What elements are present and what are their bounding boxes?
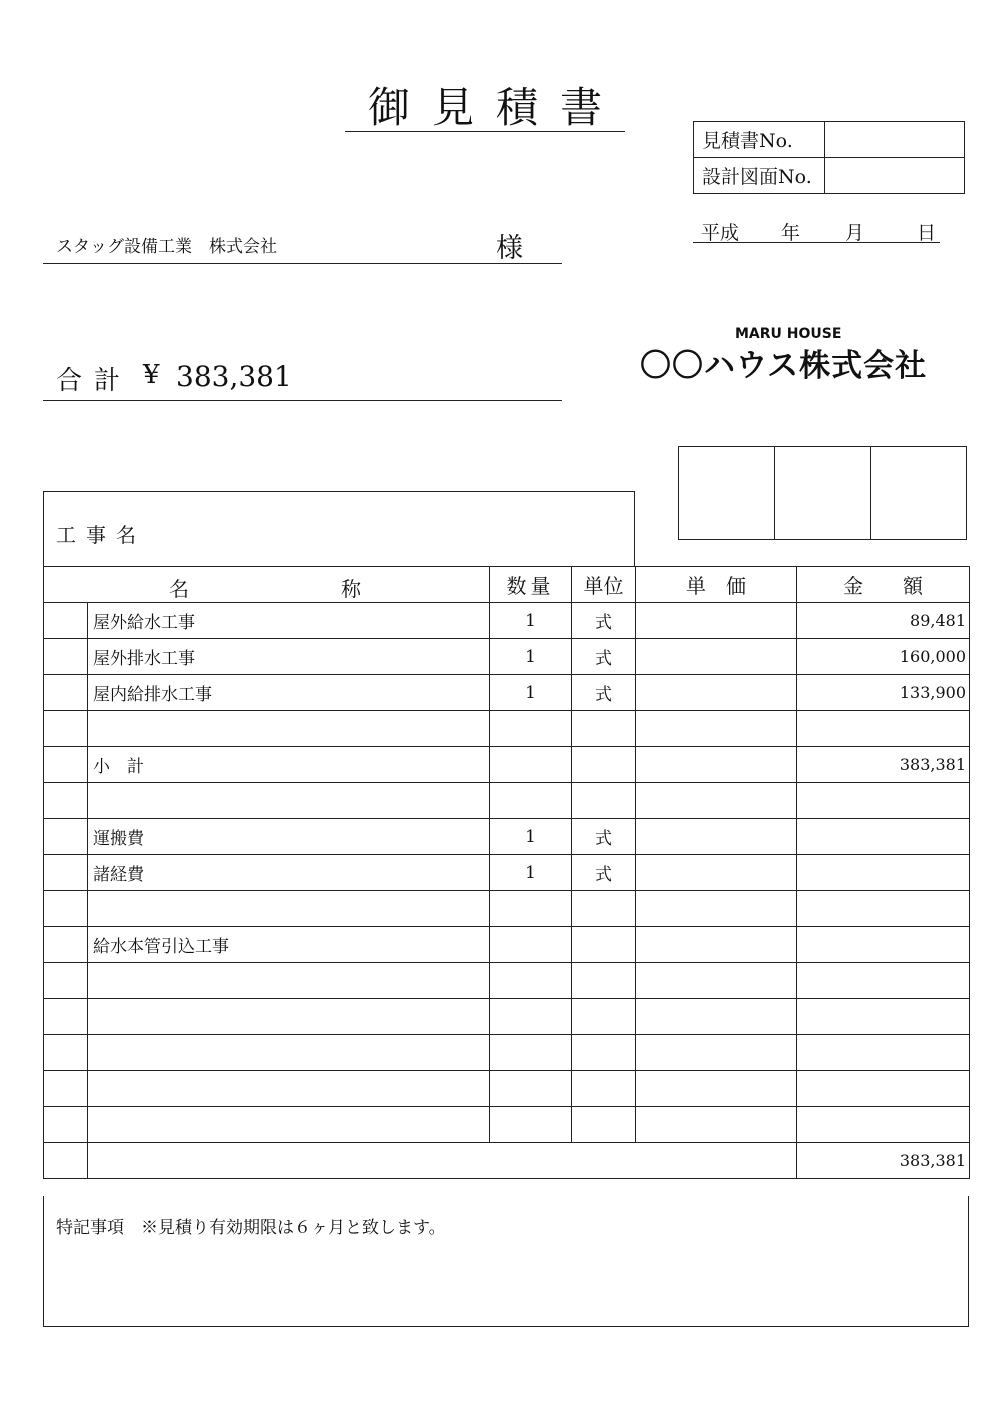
item-rows xyxy=(44,603,970,1143)
item-amount-cell[interactable] xyxy=(797,999,970,1035)
item-quantity-cell[interactable]: 1 xyxy=(490,855,572,891)
table-row xyxy=(44,783,970,819)
stamp-box[interactable] xyxy=(775,447,871,540)
item-name-cell[interactable]: 給水本管引込工事 xyxy=(88,927,490,963)
item-quantity-cell[interactable] xyxy=(490,963,572,999)
item-unit-cell[interactable] xyxy=(572,963,636,999)
table-row xyxy=(44,675,970,711)
item-unit-cell[interactable] xyxy=(572,927,636,963)
item-quantity-cell[interactable] xyxy=(490,927,572,963)
table-row xyxy=(44,1107,970,1143)
item-unit-cell[interactable]: 式 xyxy=(572,675,636,711)
item-unit-cell[interactable] xyxy=(572,1107,636,1143)
item-amount-cell[interactable]: 160,000 xyxy=(797,639,970,675)
row-marker-cell xyxy=(44,1143,88,1179)
header-name-left: 名 xyxy=(169,577,189,601)
item-unit-cell[interactable]: 式 xyxy=(572,639,636,675)
stamp-box[interactable] xyxy=(871,447,967,540)
title-underline xyxy=(345,131,625,132)
total-amount: 383,381 xyxy=(176,360,292,393)
project-name-label: 工事名 xyxy=(56,523,146,547)
header-name xyxy=(44,567,490,603)
item-amount-cell[interactable] xyxy=(797,783,970,819)
row-marker-cell xyxy=(44,711,88,747)
total-label: 合計 xyxy=(56,366,133,396)
date-month: 月 xyxy=(845,222,865,244)
item-unit-price-cell[interactable] xyxy=(636,675,797,711)
date-day: 日 xyxy=(917,222,937,244)
item-unit-price-cell[interactable] xyxy=(636,999,797,1035)
item-quantity-cell[interactable] xyxy=(490,1107,572,1143)
item-name-cell[interactable] xyxy=(88,1071,490,1107)
document-meta-table xyxy=(693,121,965,194)
table-row xyxy=(44,999,970,1035)
row-marker-cell xyxy=(44,999,88,1035)
item-quantity-cell[interactable] xyxy=(490,783,572,819)
drawing-number-field[interactable] xyxy=(825,158,965,194)
item-quantity-cell[interactable] xyxy=(490,747,572,783)
table-row xyxy=(44,891,970,927)
item-unit-cell[interactable] xyxy=(572,891,636,927)
row-marker-cell xyxy=(44,927,88,963)
item-unit-price-cell[interactable] xyxy=(636,747,797,783)
item-name-cell[interactable] xyxy=(88,963,490,999)
item-quantity-cell[interactable] xyxy=(490,711,572,747)
item-quantity-cell[interactable]: 1 xyxy=(490,675,572,711)
drawing-number-label: 設計図面No. xyxy=(694,158,825,194)
item-amount-cell[interactable]: 383,381 xyxy=(797,747,970,783)
item-quantity-cell[interactable] xyxy=(490,891,572,927)
item-amount-cell[interactable] xyxy=(797,855,970,891)
header-name-right: 称 xyxy=(341,577,361,601)
item-quantity-cell[interactable] xyxy=(490,1071,572,1107)
item-amount-cell[interactable]: 133,900 xyxy=(797,675,970,711)
item-name-cell[interactable] xyxy=(88,1035,490,1071)
item-amount-cell[interactable] xyxy=(797,1035,970,1071)
item-name-cell[interactable]: 運搬費 xyxy=(88,819,490,855)
item-amount-cell[interactable] xyxy=(797,891,970,927)
item-quantity-cell[interactable] xyxy=(490,999,572,1035)
item-name-cell[interactable] xyxy=(88,1107,490,1143)
date-field[interactable] xyxy=(693,216,940,243)
row-marker-cell xyxy=(44,891,88,927)
item-name-cell[interactable] xyxy=(88,711,490,747)
table-row xyxy=(44,711,970,747)
item-name-cell[interactable] xyxy=(88,783,490,819)
item-amount-cell[interactable] xyxy=(797,819,970,855)
item-unit-cell[interactable] xyxy=(572,711,636,747)
item-unit-price-cell[interactable] xyxy=(636,927,797,963)
grand-total-row xyxy=(44,1143,970,1179)
table-header-row xyxy=(44,567,970,603)
table-row xyxy=(44,603,970,639)
row-marker-cell xyxy=(44,675,88,711)
header-unit: 単位 xyxy=(572,567,636,603)
stamp-box[interactable] xyxy=(679,447,775,540)
item-unit-cell[interactable]: 式 xyxy=(572,855,636,891)
item-name-cell[interactable]: 屋外排水工事 xyxy=(88,639,490,675)
approval-stamp-boxes xyxy=(678,446,967,540)
grand-total-amount: 383,381 xyxy=(797,1143,970,1179)
estimate-items-table xyxy=(43,566,970,1179)
company-logo-name: 〇〇ハウス株式会社 xyxy=(640,348,928,384)
row-marker-cell xyxy=(44,855,88,891)
row-marker-cell xyxy=(44,603,88,639)
header-amount: 金 額 xyxy=(797,567,970,603)
date-era: 平成 xyxy=(701,222,740,244)
table-row xyxy=(44,927,970,963)
item-name-cell[interactable]: 屋内給排水工事 xyxy=(88,675,490,711)
item-unit-cell[interactable] xyxy=(572,747,636,783)
item-unit-cell[interactable] xyxy=(572,999,636,1035)
item-unit-price-cell[interactable] xyxy=(636,1035,797,1071)
item-amount-cell[interactable] xyxy=(797,711,970,747)
special-notes-box[interactable] xyxy=(43,1196,969,1327)
header-quantity: 数量 xyxy=(490,567,572,603)
client-honorific: 様 xyxy=(496,233,523,264)
item-unit-cell[interactable]: 式 xyxy=(572,603,636,639)
item-unit-cell[interactable] xyxy=(572,783,636,819)
item-unit-price-cell[interactable] xyxy=(636,963,797,999)
item-amount-cell[interactable]: 89,481 xyxy=(797,603,970,639)
item-unit-price-cell[interactable] xyxy=(636,711,797,747)
row-marker-cell xyxy=(44,963,88,999)
date-year: 年 xyxy=(781,222,801,244)
document-title: 御見積書 xyxy=(367,83,624,132)
item-unit-price-cell[interactable] xyxy=(636,855,797,891)
item-amount-cell[interactable] xyxy=(797,927,970,963)
row-marker-cell xyxy=(44,819,88,855)
item-quantity-cell[interactable] xyxy=(490,1035,572,1071)
special-notes-text: 特記事項 ※見積り有効期限は６ヶ月と致します。 xyxy=(56,1218,446,1238)
table-row xyxy=(44,639,970,675)
item-name-cell[interactable] xyxy=(88,891,490,927)
item-quantity-cell[interactable]: 1 xyxy=(490,639,572,675)
item-unit-price-cell[interactable] xyxy=(636,783,797,819)
table-row xyxy=(44,855,970,891)
item-unit-cell[interactable] xyxy=(572,1035,636,1071)
estimate-number-label: 見積書No. xyxy=(694,122,825,158)
item-name-cell[interactable]: 諸経費 xyxy=(88,855,490,891)
item-unit-price-cell[interactable] xyxy=(636,603,797,639)
row-marker-cell xyxy=(44,1035,88,1071)
item-amount-cell[interactable] xyxy=(797,1107,970,1143)
table-row xyxy=(44,1071,970,1107)
company-name-en: MARU HOUSE xyxy=(735,326,842,342)
row-marker-cell xyxy=(44,1107,88,1143)
item-quantity-cell[interactable]: 1 xyxy=(490,603,572,639)
currency-symbol: ¥ xyxy=(143,360,160,390)
header-unit-price: 単 価 xyxy=(636,567,797,603)
row-marker-cell xyxy=(44,783,88,819)
project-name-box[interactable] xyxy=(43,491,635,566)
item-unit-price-cell[interactable] xyxy=(636,1071,797,1107)
total-underline xyxy=(43,400,562,401)
item-name-cell[interactable] xyxy=(88,999,490,1035)
table-row xyxy=(44,1035,970,1071)
item-unit-price-cell[interactable] xyxy=(636,891,797,927)
item-amount-cell[interactable] xyxy=(797,963,970,999)
estimate-number-field[interactable] xyxy=(825,122,965,158)
item-unit-cell[interactable]: 式 xyxy=(572,819,636,855)
client-name: スタッグ設備工業 株式会社 xyxy=(56,237,277,257)
item-unit-cell[interactable] xyxy=(572,1071,636,1107)
row-marker-cell xyxy=(44,747,88,783)
table-row xyxy=(44,747,970,783)
item-amount-cell[interactable] xyxy=(797,1071,970,1107)
table-row xyxy=(44,963,970,999)
item-name-cell[interactable]: 小 計 xyxy=(88,747,490,783)
client-underline xyxy=(43,263,562,264)
item-unit-price-cell[interactable] xyxy=(636,1107,797,1143)
row-marker-cell xyxy=(44,639,88,675)
item-unit-price-cell[interactable] xyxy=(636,819,797,855)
row-marker-cell xyxy=(44,1071,88,1107)
item-unit-price-cell[interactable] xyxy=(636,639,797,675)
item-quantity-cell[interactable]: 1 xyxy=(490,819,572,855)
grand-total-label-cell xyxy=(88,1143,797,1179)
item-name-cell[interactable]: 屋外給水工事 xyxy=(88,603,490,639)
table-row xyxy=(44,819,970,855)
